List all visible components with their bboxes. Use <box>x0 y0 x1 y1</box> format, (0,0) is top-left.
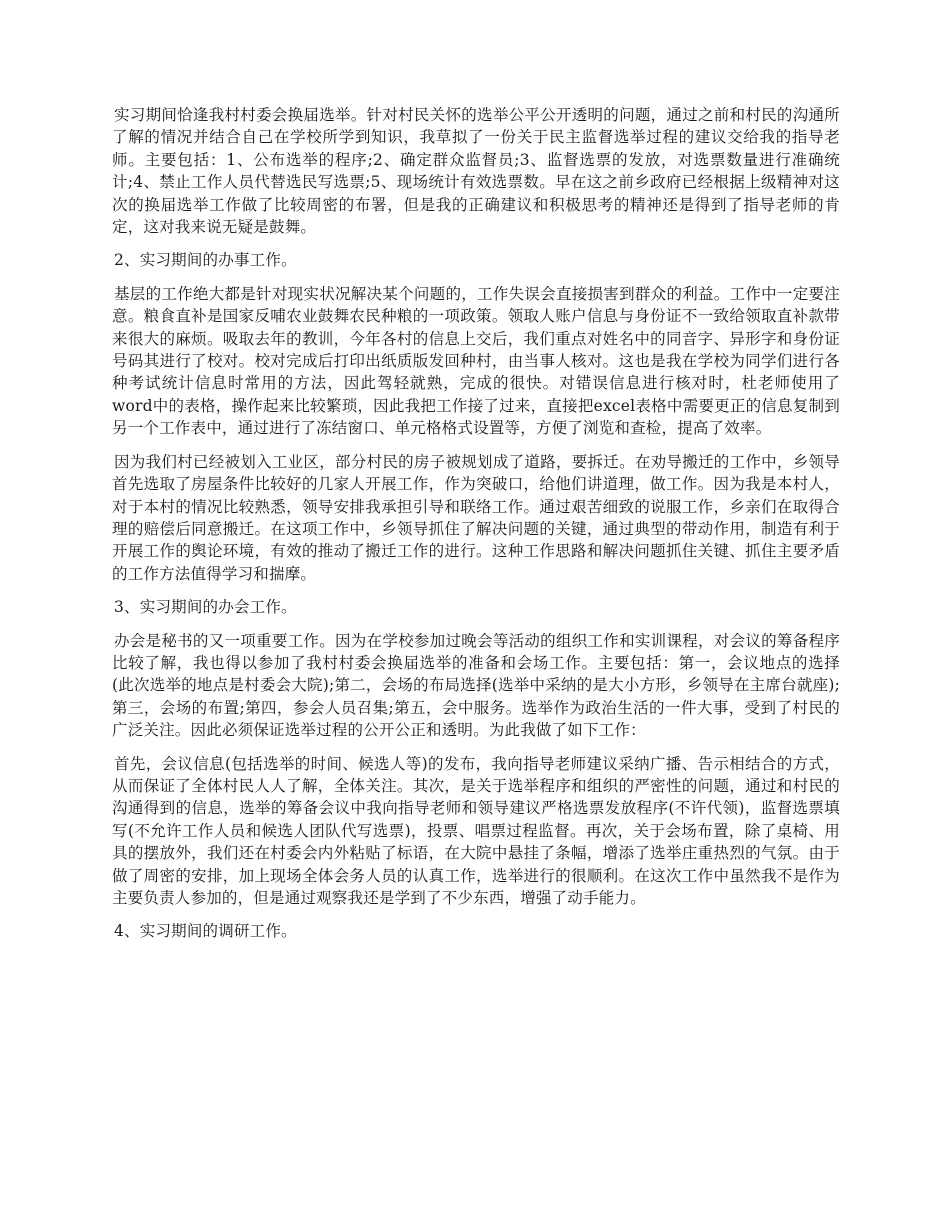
section-heading-errands: 2、实习期间的办事工作。 <box>114 251 297 270</box>
paragraph-election-proposal: 实习期间恰逢我村村委会换届选举。针对村民关怀的选举公平公开透明的问题，通过之前和村民的沟通所了解的情况并结合自己在学校所学到知识，我草拟了一份关于民主监督选举过程的建议交给我的指导老师。主要包括：1、公布选举的程序;2、确定群众监督员;3、监督选票的发放，对选票数量进行准确统计;4、禁止工作人员代替选民写选票;5、现场统计有效选票数。早在这之前乡政府已经根据上级精神对这次的换届选举工作做了比较周密的布署，但是我的正确建议和积极思考的精神还是得到了指导老师的肯定，这对我来说无疑是鼓舞。 <box>112 106 840 237</box>
document-page <box>112 104 840 954</box>
paragraph-meeting-work: 办会是秘书的又一项重要工作。因为在学校参加过晚会等活动的组织工作和实训课程，对会议的筹备程序比较了解，我也得以参加了我村村委会换届选举的准备和会场工作。主要包括：第一，会议地点的选择(此次选举的地点是村委会大院);第二，会场的布局选择(选举中采纳的是大小方形，乡领导在主席台就座);第三，会场的布置;第四，参会人员召集;第五，会中服务。选举作为政治生活的一件大事，受到了村民的广泛关注。因此必须保证选举过程的公开公正和透明。为此我做了如下工作： <box>112 631 840 740</box>
paragraph-relocation: 因为我们村已经被划入工业区，部分村民的房子被规划成了道路，要拆迁。在劝导搬迁的工作中，乡领导首先选取了房屋条件比较好的几家人开展工作，作为突破口，给他们讲道理，做工作。因为我是本村人，对于本村的情况比较熟悉，领导安排我承担引导和联络工作。通过艰苦细致的说服工作，乡亲们在取得合理的赔偿后同意搬迁。在这项工作中，乡领导抓住了解决问题的关键，通过典型的带动作用，制造有利于开展工作的舆论环境，有效的推动了搬迁工作的进行。这种工作思路和解决问题抓住关键、抓住主要矛盾的工作方法值得学习和揣摩。 <box>112 452 840 583</box>
section-heading-research: 4、实习期间的调研工作。 <box>114 922 297 941</box>
paragraph-grain-subsidy: 基层的工作绝大都是针对现实状况解决某个问题的，工作失误会直接损害到群众的利益。工作中一定要注意。粮食直补是国家反哺农业鼓舞农民种粮的一项政策。领取人账户信息与身份证不一致给领取直补款带来很大的麻烦。吸取去年的教训，今年各村的信息上交后，我们重点对姓名中的同音字、异形字和身份证号码其进行了校对。校对完成后打印出纸质版发回种村，由当事人核对。这也是我在学校为同学们进行各种考试统计信息时常用的方法，因此驾轻就熟，完成的很快。对错误信息进行核对时，杜老师使用了word中的表格，操作起来比较繁琐，因此我把工作接了过来，直接把excel表格中需要更正的信息复制到另一个工作表中，通过进行了冻结窗口、单元格格式设置等，方便了浏览和查检，提高了效率。 <box>112 284 840 438</box>
paragraph-election-procedure: 首先，会议信息(包括选举的时间、候选人等)的发布，我向指导老师建议采纳广播、告示相结合的方式，从而保证了全体村民人人了解，全体关注。其次，是关于选举程序和组织的严密性的问题，通过和村民的沟通得到的信息，选举的筹备会议中我向指导老师和领导建议严格选票发放程序(不许代领)，监督选票填写(不允许工作人员和候选人团队代写选票)，投票、唱票过程监督。再次，关于会场布置，除了桌椅、用具的摆放外，我们还在村委会内外粘贴了标语，在大院中悬挂了条幅，增添了选举庄重热烈的气氛。由于做了周密的安排，加上现场全体会务人员的认真工作，选举进行的很顺利。在这次工作中虽然我不是作为主要负责人参加的，但是通过观察我还是学到了不少东西，增强了动手能力。 <box>112 754 840 907</box>
section-heading-meetings: 3、实习期间的办会工作。 <box>114 598 297 617</box>
